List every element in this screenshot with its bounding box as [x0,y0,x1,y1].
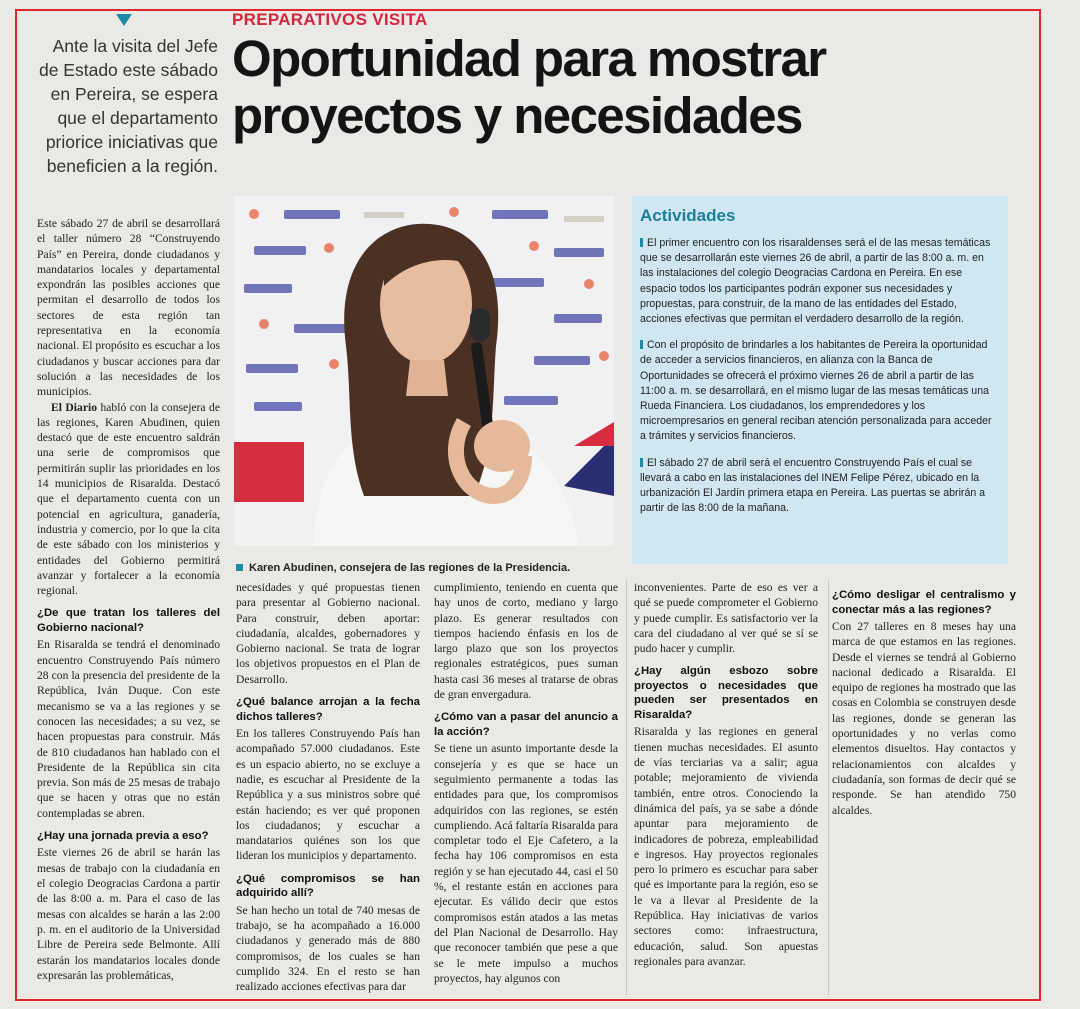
triangle-marker-icon [116,14,132,26]
photo-caption [236,562,570,574]
answer-paragraph: En Risaralda se tendrá el denominado encuentro Construyendo País número 28 con la presencia del presidente de la República, Iván Duque. Con este mecanismo se va a las regiones y se conocen las necesidades; a su vez, se hacen propuestas para construir. Más de 810 ciudadanos han hablado con el Presidente de la República sin cita previa. Son más de 25 mesas de trabajo que se hacen y otras que no están contempladas se abren. [37,638,220,820]
question-heading: ¿Qué compromisos se han adquirido allí? [236,872,420,900]
column-5 [832,580,1016,998]
activity-item [640,456,1000,517]
answer-paragraph: Risaralda y las regiones en general tienen muchas necesidades. El asunto de vías terciarias va a salir; agua potable; mejoramiento de vivienda también, entre otros. Conociendo la dinámica del país, ya se sabe a dónde apuntar para mejoramiento de indicadores de pobreza, empleabilidad e ingresos. Hay proyectos regionales pero lo primero es escuchar para saber qué es importante para la región, eso se le va a llevar al Presidente de la República. Hay iniciativas de varios sectores como: infraestructura, educación, salud. Son apuestas regionales para avanzar. [634,725,818,968]
question-heading: ¿De que tratan los talleres del Gobierno nacional? [37,607,220,634]
paragraph-2-text: habló con la consejera de las regiones, Karen Abudinen, quien destacó que de este encuentro saldrán una serie de compromisos que permitirán suplir las prioridades en los 14 municipios de Risaralda. Destacó que el departamento cuenta con un potencial en agricultura, ganadería, industria y comercio, por lo que la cita de este sábado con los ministerios y entidades del Gobierno permitirá avanzar y fortalecer a la economía regional. [37,400,220,598]
answer-paragraph: Se tiene un asunto importante desde la consejería y es que se hace un seguimiento permanente a todas las entidades para que, los compromisos adquiridos con las regiones, se estén cumpliendo. Acá faltaría Risaralda para completar todo el Eje Cafetero, a la fecha hay 106 compromisos en esta región y se han ejecutado 44, casi el 50 %, el restante están en acciones para ejecutar. Es válido decir que estos compromisos están atados a las metas del Plan Nacional de Desarrollo. Hay que reconocer también que pese a que se le mete impulso a muchos proyectos, hay algunos con [434,742,618,985]
paragraph-2 [37,400,220,599]
bullet-icon [640,238,643,247]
answer-paragraph: En los talleres Construyendo País han acompañado 57.000 ciudadanos. Este es un espacio abierto, no se excluye a nadie, es escuchar al Presidente de la República y a sus ministros sobre qué están haciendo; es ver qué proponen los ciudadanos; y escuchar a mandatarios quiénes son los que lideran los municipios y departamento. [236,727,420,863]
caption-text: Karen Abudinen, consejera de las regiones de la Presidencia. [249,562,571,574]
question-heading: ¿Cómo van a pasar del anuncio a la acción? [434,711,618,738]
answer-paragraph-continued: inconvenientes. Parte de eso es ver a qué se puede comprometer el Gobierno y puede cumplir. Es satisfactorio ver la cara del ciudadano al ver qué se sí se pudo hacer y cumplir. [634,581,818,656]
answer-paragraph: Este viernes 26 de abril se harán las mesas de trabajo con la ciudadanía en el colegio Deogracias Cardona a partir de las 8:00 a. m. Para el caso de las mesas con alcaldes se harán a las 2:00 p. m. en el auditorio de la Universidad Libre de Pereira sede Belmonte. Allí estarán los mandatarios locales donde expresarán las problemáticas, [37,846,220,982]
activities-box [632,196,1008,564]
activity-item-text: El primer encuentro con los risaraldenses será el de las mesas temáticas que se desarrollarán este viernes 26 de abril, a partir de las 8:00 a. m. en las instalaciones del colegio Deogracias Cardona en Pereira. En ese espacio todos los participantes podrán exponer sus necesidades y propuestas, para construir, de la mano de las entidades del Estado, acciones efectivas que permitan el verdadero desarrollo de la región. [640,237,991,326]
column-4 [634,580,818,998]
column-3 [434,580,618,998]
activity-item [640,236,1000,327]
headline [232,30,1032,144]
question-heading: ¿Cómo desligar el centralismo y conectar más a las regiones? [832,589,1016,616]
deck: Ante la visita del Jefe de Estado este sábado en Pereira, se espera que el departamento priorice iniciativas que beneficien a la región. [38,36,218,176]
column-divider [828,580,829,995]
answer-paragraph: Con 27 talleres en 8 meses hay una marca de que estamos en las regiones. Desde el viernes se tendrá al Gobierno nacional dedicado a Risaralda. El equipo de regiones ha mostrado que las cosas en Colombia se construyen desde las regiones, donde se generan las oportunidades y no verlas como elementos disueltos. Hay contactos y relacionamientos con alcaldes y ciudadanía, son formas de decir qué se responde. Se han atendido 750 alcaldes. [832,620,1016,817]
answer-paragraph: Se han hecho un total de 740 mesas de trabajo, se ha acompañado a 16.000 ciudadanos y generado más de 880 compromisos, de los cuales se han cumplido 324. En el resto se han realizado acciones efectivas para dar [236,903,420,994]
answer-paragraph-continued: cumplimiento, teniendo en cuenta que hay unos de corto, mediano y largo plazo. Es generar resultados con tiempos haciendo énfasis en los de largo plazo que son los proyectos regionales estratégicos, pues suman hasta casi 36 meses al tratarse de obras de gran envergadura. [434,581,618,702]
question-heading: ¿Qué balance arrojan a la fecha dichos talleres? [236,696,420,723]
kicker: PREPARATIVOS VISITA [232,10,428,29]
activity-item [640,338,1000,444]
question-heading: ¿Hay algún esbozo sobre proyectos o necesidades que pueden ser presentados en Risaralda? [634,665,818,721]
column-2 [236,580,420,998]
photo-karen-abudinen [234,196,614,546]
activity-item-text: El sábado 27 de abril será el encuentro Construyendo País el cual se llevará a cabo en las instalaciones del INEM Felipe Pérez, ubicado en la urbanización El Jardín primera etapa en Pereira. Las puertas se abrirán a partir de las 8:00 de la mañana. [640,456,986,515]
question-heading: ¿Hay una jornada previa a eso? [37,829,209,842]
headline-line-1: Oportunidad para mostrar [232,30,826,87]
activities-title: Actividades [640,206,736,225]
answer-paragraph-continued: necesidades y qué propuestas tienen para presentar al Gobierno nacional. Para construir, deben aportar: ciudadanía, alcaldes, gobernadores y Gobierno nacional. Se trata de lograr los objetivos propuestos en el Plan de Desarrollo. [236,581,420,686]
headline-line-2: proyectos y necesidades [232,87,802,144]
intro-paragraph: Este sábado 27 de abril se desarrollará el taller número 28 “Construyendo País” en Pereira, donde ciudadanos y mandatarios locales y departamental expondrán las posibles acciones que permitan el desarrollo de todos los sectores de esta región tan representativa en la economía nacional. El propósito es escuchar a los ciudadanos y buscar acciones para dar solución a las necesidades de los municipios. [37,217,220,399]
column-1 [37,216,220,996]
column-divider [626,580,627,995]
bullet-icon [640,458,643,467]
bullet-icon [640,340,643,349]
activity-item-text: Con el propósito de brindarles a los habitantes de Pereira la oportunidad de acceder a servicios financieros, en alianza con la Banca de Oportunidades se ofrecerá el próximo viernes 26 de abril a partir de las 11:00 a. m. se desarrollará, en el mismo lugar de las mesas temáticas una Rueda Financiera. Los ciudadanos, los emprendedores y los microempresarios en general reciban atención personalizada para acceder a trámites y servicios financieros. [640,339,992,443]
paragraph-2-lead: El Diario [51,400,97,414]
portrait-illustration [234,196,614,546]
caption-square-icon [236,564,243,571]
